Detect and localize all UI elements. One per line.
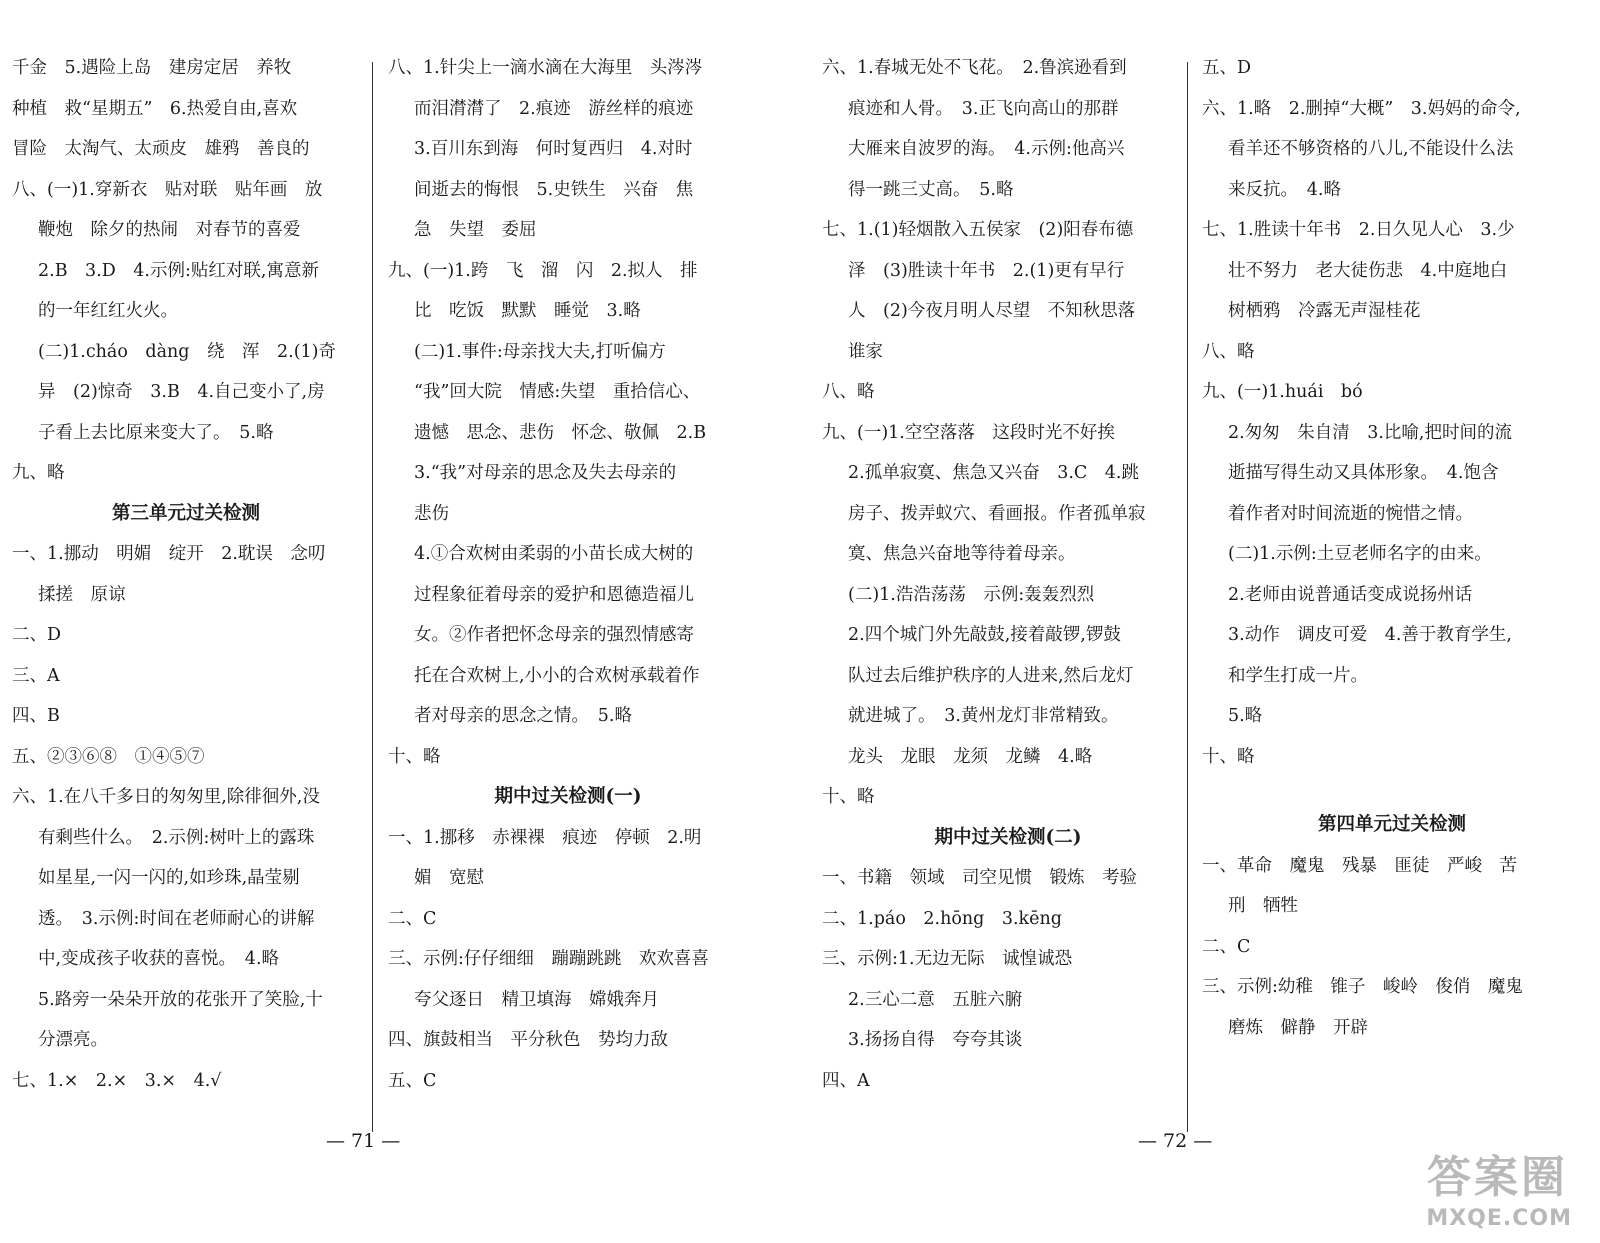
page-number-left: — 71 — — [326, 1130, 401, 1152]
answer-line: 八、略 — [822, 382, 875, 402]
answer-line: 2.老师由说普通话变成说扬州话 — [1228, 584, 1473, 605]
answer-line: 痕迹和人骨。 3.正飞向高山的那群 — [848, 98, 1119, 119]
watermark-url: MXQE.COM — [1426, 1206, 1572, 1231]
column-divider-right — [1187, 62, 1188, 1132]
answer-line: 八、1.针尖上一滴水滴在大海里 头涔涔 — [388, 58, 703, 78]
section-heading: 期中过关检测(一) — [494, 786, 642, 807]
answer-line: 异 (2)惊奇 3.B 4.自己变小了,房 — [38, 382, 325, 402]
answer-column-2 — [388, 48, 748, 1101]
answer-line: 三、示例:幼稚 锥子 峻岭 俊俏 魔鬼 — [1202, 977, 1523, 997]
answer-line: 媚 宽慰 — [414, 868, 484, 888]
answer-line: 十、略 — [1202, 746, 1255, 767]
answer-line: (二)1.示例:土豆老师名字的由来。 — [1228, 544, 1492, 564]
answer-line: 五、②③⑥⑧ ①④⑤⑦ — [12, 746, 205, 767]
answer-line: 十、略 — [822, 787, 875, 807]
answer-line: 逝描写得生动又具体形象。 4.饱含 — [1228, 463, 1499, 483]
answer-line: 四、B — [12, 706, 60, 726]
answer-line: 3.“我”对母亲的思念及失去母亲的 — [414, 463, 677, 483]
answer-line: 二、C — [388, 908, 437, 929]
answer-line: 托在合欢树上,小小的合欢树承载着作 — [414, 665, 700, 686]
answer-line: 3.动作 调皮可爱 4.善于教育学生, — [1228, 625, 1512, 645]
answer-line: 看羊还不够资格的八儿,不能设什么法 — [1228, 139, 1514, 159]
answer-line: 4.①合欢树由柔弱的小苗长成大树的 — [414, 544, 694, 564]
answer-line: “我”回大院 情感:失望 重拾信心、 — [414, 382, 701, 402]
answer-line: 三、A — [12, 665, 60, 686]
answer-line: 间逝去的悔恨 5.史铁生 兴奋 焦 — [414, 179, 694, 200]
answer-line: 女。②作者把怀念母亲的强烈情感寄 — [414, 625, 694, 645]
answer-line: 六、1.在八千多日的匆匆里,除徘徊外,没 — [12, 787, 320, 807]
answer-line: 刑 牺牲 — [1228, 896, 1298, 916]
answer-line: 二、C — [1202, 936, 1251, 957]
answer-column-4 — [1202, 48, 1582, 1048]
answer-line: 2.三心二意 五脏六腑 — [848, 989, 1023, 1010]
answer-line: 5.路旁一朵朵开放的花张开了笑脸,十 — [38, 989, 323, 1010]
answer-line: 寞、焦急兴奋地等待着母亲。 — [848, 544, 1076, 564]
answer-line: (二)1.cháo dàng 绕 浑 2.(1)奇 — [38, 341, 336, 362]
answer-line: 九、(一)1.huái bó — [1202, 382, 1363, 402]
answer-line: 八、略 — [1202, 341, 1255, 362]
answer-line: 龙头 龙眼 龙须 龙鳞 4.略 — [848, 746, 1093, 767]
answer-line: 谁家 — [848, 341, 883, 362]
answer-line: 揉搓 原谅 — [38, 584, 126, 605]
answer-line: 一、书籍 领域 司空见惯 锻炼 考验 — [822, 868, 1137, 888]
answer-line: 有剩些什么。 2.示例:树叶上的露珠 — [38, 827, 315, 848]
answer-line: 3.百川东到海 何时复西归 4.对时 — [414, 139, 693, 159]
answer-line: 四、旗鼓相当 平分秋色 势均力敌 — [388, 1030, 668, 1050]
answer-line: 者对母亲的思念之情。 5.略 — [414, 706, 632, 726]
answer-line: 八、(一)1.穿新衣 贴对联 贴年画 放 — [12, 179, 323, 200]
answer-column-3 — [822, 48, 1194, 1101]
answer-line: 九、略 — [12, 463, 65, 483]
answer-line: 中,变成孩子收获的喜悦。 4.略 — [38, 949, 280, 969]
answer-line: 树栖鸦 冷露无声湿桂花 — [1228, 301, 1421, 321]
answer-line: 就进城了。 3.黄州龙灯非常精致。 — [848, 706, 1119, 726]
answer-line: 遗憾 思念、悲伤 怀念、敬佩 2.B — [414, 422, 707, 443]
answer-line: 2.孤单寂寞、焦急又兴奋 3.C 4.跳 — [848, 463, 1139, 483]
answer-line: 壮不努力 老大徒伤悲 4.中庭地白 — [1228, 260, 1508, 281]
answer-line: 六、1.春城无处不飞花。 2.鲁滨逊看到 — [822, 58, 1127, 78]
answer-line: 磨炼 僻静 开辟 — [1228, 1017, 1368, 1038]
answer-line: 三、示例:仔仔细细 蹦蹦跳跳 欢欢喜喜 — [388, 949, 709, 969]
answer-line: 和学生打成一片。 — [1228, 665, 1368, 686]
answer-line: 得一跳三丈高。 5.略 — [848, 179, 1014, 200]
answer-line: 而泪潸潸了 2.痕迹 游丝样的痕迹 — [414, 98, 694, 119]
answer-line: 七、1.× 2.× 3.× 4.√ — [12, 1070, 222, 1091]
answer-line: 2.四个城门外先敲鼓,接着敲锣,锣鼓 — [848, 625, 1121, 645]
answer-line: 2.匆匆 朱自清 3.比喻,把时间的流 — [1228, 422, 1512, 443]
section-heading: 期中过关检测(二) — [934, 826, 1082, 848]
answer-line: 二、1.páo 2.hōng 3.kēng — [822, 908, 1062, 929]
answer-line: 十、略 — [388, 746, 441, 767]
spacer — [1202, 777, 1582, 805]
answer-line: 3.扬扬自得 夸夸其谈 — [848, 1030, 1023, 1050]
answer-line: 人 (2)今夜月明人尽望 不知秋思落 — [848, 301, 1136, 321]
answer-line: 2.B 3.D 4.示例:贴红对联,寓意新 — [38, 260, 319, 281]
answer-line: 一、1.挪动 明媚 绽开 2.耽误 念叨 — [12, 544, 326, 564]
answer-line: 四、A — [822, 1070, 870, 1091]
answer-line: 子看上去比原来变大了。 5.略 — [38, 422, 274, 443]
answer-line: 房子、拨弄蚁穴、看画报。作者孤单寂 — [848, 503, 1146, 524]
section-heading: 第三单元过关检测 — [111, 502, 260, 524]
answer-line: 鞭炮 除夕的热闹 对春节的喜爱 — [38, 220, 301, 240]
answer-line: 五、C — [388, 1070, 437, 1091]
answer-line: 五、D — [1202, 58, 1252, 78]
answer-line: 着作者对时间流逝的惋惜之情。 — [1228, 503, 1473, 524]
page-number-right: — 72 — — [1138, 1130, 1213, 1152]
answer-line: 二、D — [12, 625, 62, 645]
answer-line: 七、1.(1)轻烟散入五侯家 (2)阳春布德 — [822, 220, 1134, 240]
watermark-text: 答案圈 — [1427, 1152, 1568, 1203]
answer-line: 七、1.胜读十年书 2.日久见人心 3.少 — [1202, 220, 1515, 240]
answer-line: 来反抗。 4.略 — [1228, 179, 1341, 200]
answer-line: 种植 救“星期五” 6.热爱自由,喜欢 — [12, 98, 298, 119]
answer-line: 九、(一)1.跨 飞 溜 闪 2.拟人 排 — [388, 260, 698, 281]
answer-line: 三、示例:1.无边无际 诚惶诚恐 — [822, 949, 1073, 969]
answer-line: (二)1.事件:母亲找大夫,打听偏方 — [414, 341, 666, 362]
answer-line: (二)1.浩浩荡荡 示例:轰轰烈烈 — [848, 584, 1095, 605]
answer-line: 悲伤 — [414, 503, 449, 524]
answer-column-1 — [12, 48, 360, 1101]
answer-line: 一、革命 魔鬼 残暴 匪徒 严峻 苦 — [1202, 855, 1517, 876]
answer-line: 九、(一)1.空空落落 这段时光不好挨 — [822, 422, 1115, 443]
answer-line: 急 失望 委屈 — [414, 220, 537, 240]
section-heading: 第四单元过关检测 — [1317, 814, 1466, 835]
answer-line: 一、1.挪移 赤裸裸 痕迹 停顿 2.明 — [388, 827, 702, 848]
column-divider-left — [372, 62, 373, 1132]
answer-line: 如星星,一闪一闪的,如珍珠,晶莹剔 — [38, 868, 300, 888]
answer-line: 六、1.略 2.删掉“大概” 3.妈妈的命令, — [1202, 98, 1521, 119]
answer-line: 夸父逐日 精卫填海 嫦娥奔月 — [414, 989, 659, 1010]
answer-line: 分漂亮。 — [38, 1030, 108, 1050]
answer-line: 千金 5.遇险上岛 建房定居 养牧 — [12, 58, 292, 78]
answer-line: 比 吃饭 默默 睡觉 3.略 — [414, 301, 641, 321]
answer-line: 过程象征着母亲的爱护和恩德造福儿 — [414, 584, 694, 605]
answer-line: 队过去后维护秩序的人进来,然后龙灯 — [848, 665, 1134, 686]
answer-line: 泽 (3)胜读十年书 2.(1)更有早行 — [848, 260, 1125, 281]
answer-line: 的一年红红火火。 — [38, 301, 178, 321]
answer-line: 5.略 — [1228, 706, 1263, 726]
answer-line: 大雁来自波罗的海。 4.示例:他高兴 — [848, 139, 1125, 159]
watermark-logo — [1414, 1141, 1574, 1231]
answer-line: 透。 3.示例:时间在老师耐心的讲解 — [38, 908, 315, 929]
answer-line: 冒险 太淘气、太顽皮 雄鸦 善良的 — [12, 139, 310, 159]
